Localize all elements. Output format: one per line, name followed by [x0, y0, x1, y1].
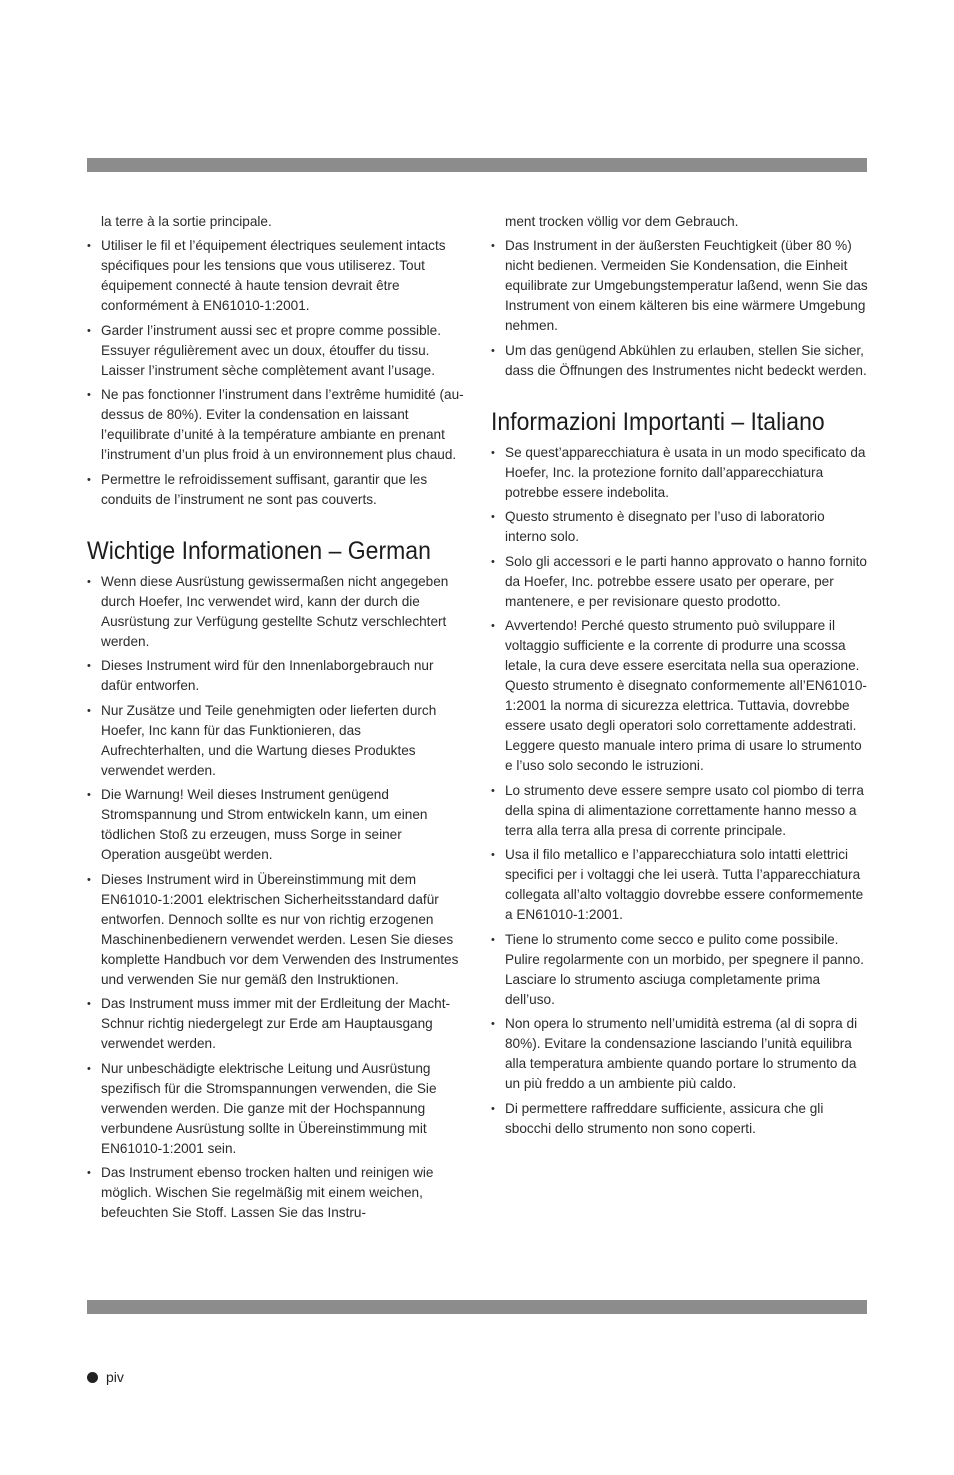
list-item: • Utiliser le fil et l’équipement électriques seulement intacts spécifiques pour les tensions que vous utiliserez. Tout équipement connecté à haute tension devrait être conformément à EN61010-1:2001. [87, 236, 464, 316]
list-item: • Avvertendo! Perché questo strumento può sviluppare il voltaggio sufficiente e la corrente di produrre una scossa letale, la cura deve essere esercitata nella sua operazione. Questo strumento è disegnato conformemente all’EN61010-1:2001 la norma di sicurezza elettrica. Tuttavia, dovrebbe essere usato degli operatori solo correttamente addestrati. Leggere questo manuale intero prima di usare lo strumento e l’uso solo secondo le istruzioni. [491, 616, 868, 776]
footer-rule [87, 1300, 867, 1314]
list-item: • Usa il filo metallico e l’apparecchiatura solo intatti elettrici specifici per i voltaggi che lei userà. Tutta l’apparecchiatura collegata all’alto voltaggio dovrebbe essere conformemente a EN61010-1:2001. [491, 845, 868, 925]
list-item: • Wenn diese Ausrüstung gewissermaßen nicht angegeben durch Hoefer, Inc verwendet wird, kann der durch die Ausrüstung zur Verfügung gestellte Schutz verschlechtert werden. [87, 572, 464, 652]
list-item: • Dieses Instrument wird in Übereinstimmung mit dem EN61010-1:2001 elektrischen Sicherheitsstandard dafür entworfen. Dennoch sollte es nur von richtig erzogenen Maschinenbedienern verwendet werden. Lesen Sie dieses komplette Handbuch vor dem Verwenden des Instrumentes und verwenden Sie nur gemäß den Instruktionen. [87, 870, 464, 990]
left-column [87, 212, 464, 1228]
bullet-dot-icon [87, 1372, 98, 1383]
list-item: • Dieses Instrument wird für den Innenlaborgebrauch nur dafür entworfen. [87, 656, 464, 696]
list-item: • Garder l’instrument aussi sec et propre comme possible. Essuyer régulièrement avec un doux, étouffer du tissu. Laisser l’instrument sèche complètement avant l’usage. [87, 321, 464, 381]
continuation-text: ment trocken völlig vor dem Gebrauch. [505, 214, 739, 229]
list-item: • Questo strumento è disegnato per l’uso di laboratorio interno solo. [491, 507, 868, 547]
list-item: • Tiene lo strumento come secco e pulito come possibile. Pulire regolarmente con un morbido, per spegnere il panno. Lasciare lo strumento asciuga completamente prima dell’uso. [491, 930, 868, 1010]
list-item: • Um das genügend Abkühlen zu erlauben, stellen Sie sicher, dass die Öffnungen des Instrumentes nicht bedeckt werden. [491, 341, 868, 381]
right-column [491, 212, 868, 1143]
page-footer [87, 1369, 124, 1385]
continuation-text: la terre à la sortie principale. [101, 214, 272, 229]
list-item: • Nur unbeschädigte elektrische Leitung und Ausrüstung spezifisch für die Stromspannungen verwenden, die Sie verwenden werden. Die ganze mit der Hochspannung verbundene Ausrüstung sollte in Übereinstimmung mit EN61010-1:2001 sein. [87, 1059, 464, 1159]
list-item: • Solo gli accessori e le parti hanno approvato o hanno fornito da Hoefer, Inc. potrebbe essere usato per operare, per mantenere, e per revisionare questo prodotto. [491, 552, 868, 612]
list-item: • Non opera lo strumento nell’umidità estrema (al di sopra di 80%). Evitare la condensazione lasciando l’unità equilibra alla temperatura ambiente quando portare lo strumento da un più freddo a un ambiente più caldo. [491, 1014, 868, 1094]
list-item: • Di permettere raffreddare sufficiente, assicura che gli sbocchi dello strumento non sono coperti. [491, 1099, 868, 1139]
list-item: • Ne pas fonctionner l’instrument dans l’extrême humidité (au-dessus de 80%). Eviter la condensation en laissant l’equilibrate d’unité à la température ambiante en prenant l’instrument d’un plus froid à un environnement plus chaud. [87, 385, 464, 465]
italian-heading: Informazioni Importanti – Italiano [491, 407, 825, 436]
list-item: • Die Warnung! Weil dieses Instrument genügend Stromspannung und Strom entwickeln kann, um einen tödlichen Stoß zu erzeugen, muss Sorge in seiner Operation ausgeübt werden. [87, 785, 464, 865]
list-item: • Lo strumento deve essere sempre usato col piombo di terra della spina di alimentazione correttamente hanno messo a terra alla terra alla presa di corrente principale. [491, 781, 868, 841]
german-heading: Wichtige Informationen – German [87, 536, 431, 565]
header-rule [87, 158, 867, 172]
list-item: • Das Instrument muss immer mit der Erdleitung der Macht-Schnur richtig niedergelegt zur Erde am Hauptausgang verwendet werden. [87, 994, 464, 1054]
list-item: • Permettre le refroidissement suffisant, garantir que les conduits de l’instrument ne sont pas couverts. [87, 470, 464, 510]
italian-list [491, 443, 868, 1139]
list-item: • Nur Zusätze und Teile genehmigten oder lieferten durch Hoefer, Inc kann für das Funktionieren, das Aufrechterhalten, und die Wartung dieses Produktes verwendet werden. [87, 701, 464, 781]
german-list [87, 572, 464, 1224]
german-list-continued [491, 236, 868, 381]
list-item: • Se quest’apparecchiatura è usata in un modo specificato da Hoefer, Inc. la protezione fornito dall’apparecchiatura potrebbe essere indebolita. [491, 443, 868, 503]
list-item: • Das Instrument in der äußersten Feuchtigkeit (über 80 %) nicht bedienen. Vermeiden Sie Kondensation, die Einheit equilibrate zur Umgebungstemperatur laßend, wenn Sie das Instrument von einem kälteren bis eine wärmere Umgebung nehmen. [491, 236, 868, 336]
page-number: piv [106, 1369, 124, 1385]
list-item: • Das Instrument ebenso trocken halten und reinigen wie möglich. Wischen Sie regelmäßig mit einem weichen, befeuchten Sie Stoff. Lassen Sie das Instru- [87, 1163, 464, 1223]
french-list [87, 236, 464, 510]
